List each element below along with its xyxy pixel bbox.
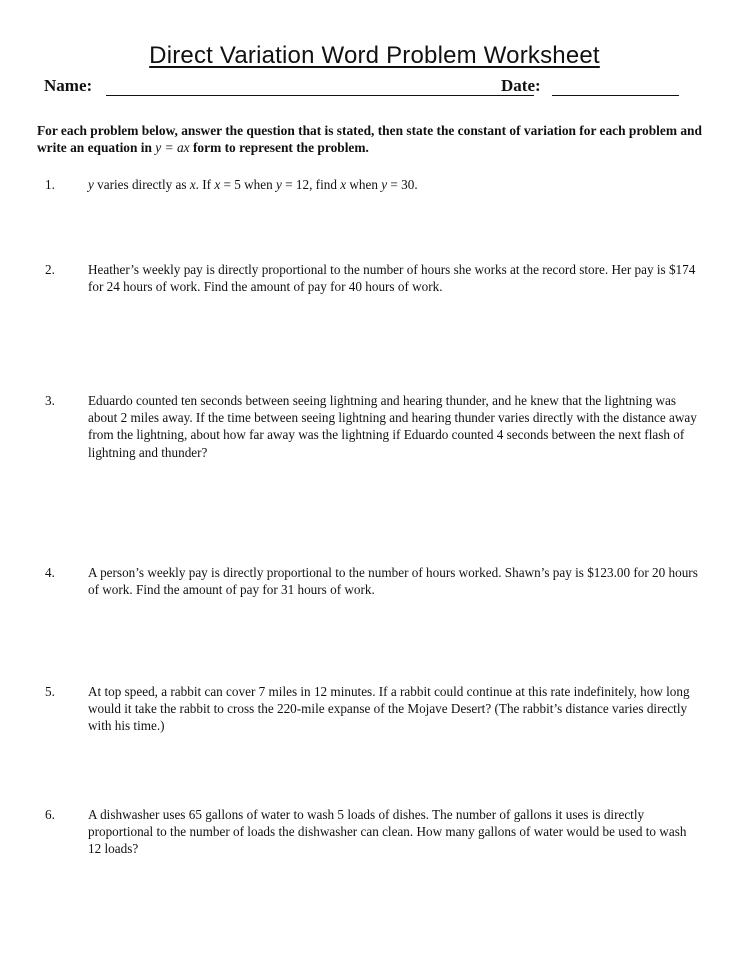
problem-number: 4. [45,565,55,580]
text-segment: . If [195,177,215,192]
text-segment: = 30. [387,177,418,192]
var-y: y [381,177,388,192]
name-blank-line [106,95,534,96]
problem-text: Eduardo counted ten seconds between seeing lightning and hearing thunder, and he knew that the lightning was about 2 miles away. If the time between seeing lightning and hearing thunder varies directly with the distance away from the lightning, about how far away was the lightning if Eduardo counted 4 seconds between the next flash of lightning and thunder? [88,393,697,460]
problem-text [88,176,700,193]
instructions-equation: y = ax [155,140,190,155]
text-segment: when [346,177,382,192]
instructions [37,122,717,156]
instructions-text-part1: For each problem below, answer the question that is stated, then state the constant of variation for each problem and write an equation in [37,123,702,155]
problem-text: A person’s weekly pay is directly proportional to the number of hours worked. Shawn’s pay is $123.00 for 20 hours of work. Find the amount of pay for 31 hours of work. [88,565,698,598]
name-label: Name: [44,76,93,95]
date-blank-line [552,95,679,96]
problem-text: A dishwasher uses 65 gallons of water to wash 5 loads of dishes. The number of gallons it uses is directly proportional to the number of loads the dishwasher can clean. How many gallons of water would be used to wash 12 loads? [88,807,687,857]
var-y: y [88,177,94,192]
problem-number: 6. [45,807,55,822]
var-x: x [189,177,196,192]
problem-number: 1. [45,177,55,192]
text-segment: varies directly as [93,177,190,192]
problem-number: 5. [45,684,55,699]
problem-number: 2. [45,262,55,277]
problem-text: At top speed, a rabbit can cover 7 miles in 12 minutes. If a rabbit could continue at this rate indefinitely, how long would it take the rabbit to cross the 220-mile expanse of the Mojave Desert? (The rabbit’s distance varies directly with his time.) [88,684,690,734]
name-date-row [44,76,684,98]
date-label: Date: [501,76,541,95]
worksheet-title: Direct Variation Word Problem Worksheet [149,42,600,69]
text-segment: = 12, find [281,177,341,192]
var-x: x [214,177,221,192]
instructions-text-part2: form to represent the problem. [189,140,369,155]
var-y: y [276,177,282,192]
text-segment: = 5 when [220,177,277,192]
problem-number: 3. [45,393,55,408]
problem-text: Heather’s weekly pay is directly proportional to the number of hours she works at the record store. Her pay is $174 for 24 hours of work. Find the amount of pay for 40 hours of work. [88,262,696,295]
var-x: x [340,177,347,192]
